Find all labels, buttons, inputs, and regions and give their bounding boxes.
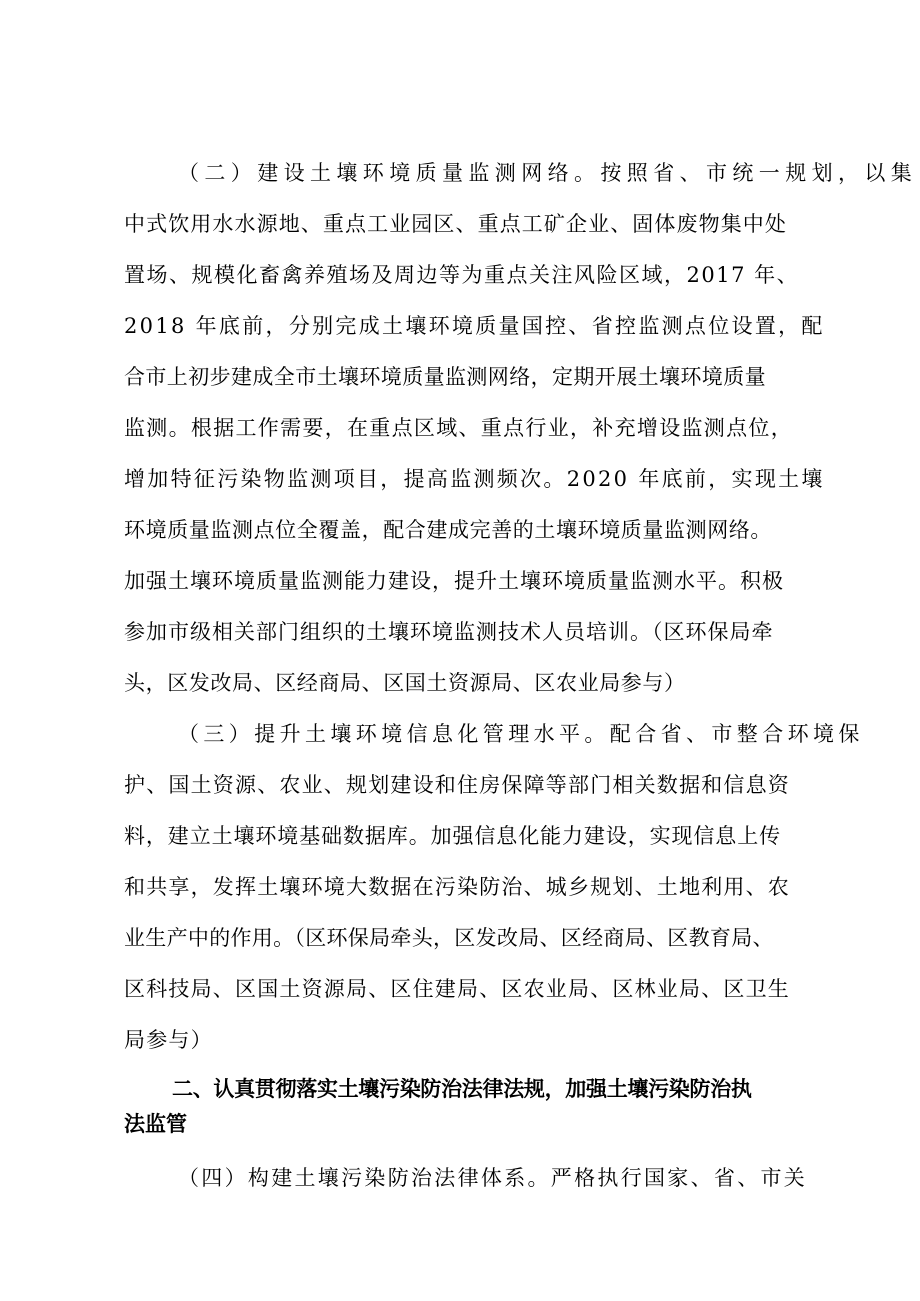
paragraph-line: 局参与） [124, 1028, 213, 1052]
paragraph-line: 监测。根据工作需要，在重点区域、重点行业，补充增设监测点位， [124, 416, 793, 440]
paragraph-line: （四）构建土壤污染防治法律体系。严格执行国家、省、市关 [178, 1166, 808, 1190]
paragraph-line: （二）建设土壤环境质量监测网络。按照省、市统一规划，以集 [178, 161, 918, 185]
paragraph-line: 2018 年底前，分别完成土壤环境质量国控、省控监测点位设置，配 [124, 314, 825, 338]
paragraph-line: 中式饮用水水源地、重点工业园区、重点工矿企业、固体废物集中处 [124, 212, 787, 236]
paragraph-line: （三）提升土壤环境信息化管理水平。配合省、市整合环境保 [178, 722, 864, 746]
paragraph-line: 环境质量监测点位全覆盖，配合建成完善的土壤环境质量监测网络。 [124, 518, 772, 542]
paragraph-line: 和共享，发挥土壤环境大数据在污染防治、城乡规划、土地利用、农 [124, 875, 790, 899]
paragraph-line: 增加特征污染物监测项目，提高监测频次。2020 年底前，实现土壤 [124, 467, 825, 491]
paragraph-line: 合市上初步建成全市土壤环境质量监测网络，定期开展土壤环境质量 [124, 365, 766, 389]
paragraph-line: 料，建立土壤环境基础数据库。加强信息化能力建设，实现信息上传 [124, 824, 781, 848]
paragraph-line: 加强土壤环境质量监测能力建设，提升土壤环境质量监测水平。积极 [124, 569, 784, 593]
section-heading-line: 法监管 [124, 1112, 187, 1136]
paragraph-line: 业生产中的作用。（区环保局牵头，区发改局、区经商局、区教育局、 [124, 926, 774, 950]
paragraph-line: 置场、规模化畜禽养殖场及周边等为重点关注风险区域，2017 年、 [124, 263, 800, 287]
paragraph-line: 区科技局、区国土资源局、区住建局、区农业局、区林业局、区卫生 [124, 977, 790, 1001]
paragraph-line: 头，区发改局、区经商局、区国土资源局、区农业局参与） [124, 671, 686, 695]
paragraph-line: 参加市级相关部门组织的土壤环境监测技术人员培训。（区环保局牵 [124, 620, 774, 644]
paragraph-line: 护、国土资源、农业、规划建设和住房保障等部门相关数据和信息资 [124, 773, 790, 797]
section-heading-line: 二、认真贯彻落实土壤污染防治法律法规，加强土壤污染防治执 [172, 1077, 752, 1101]
